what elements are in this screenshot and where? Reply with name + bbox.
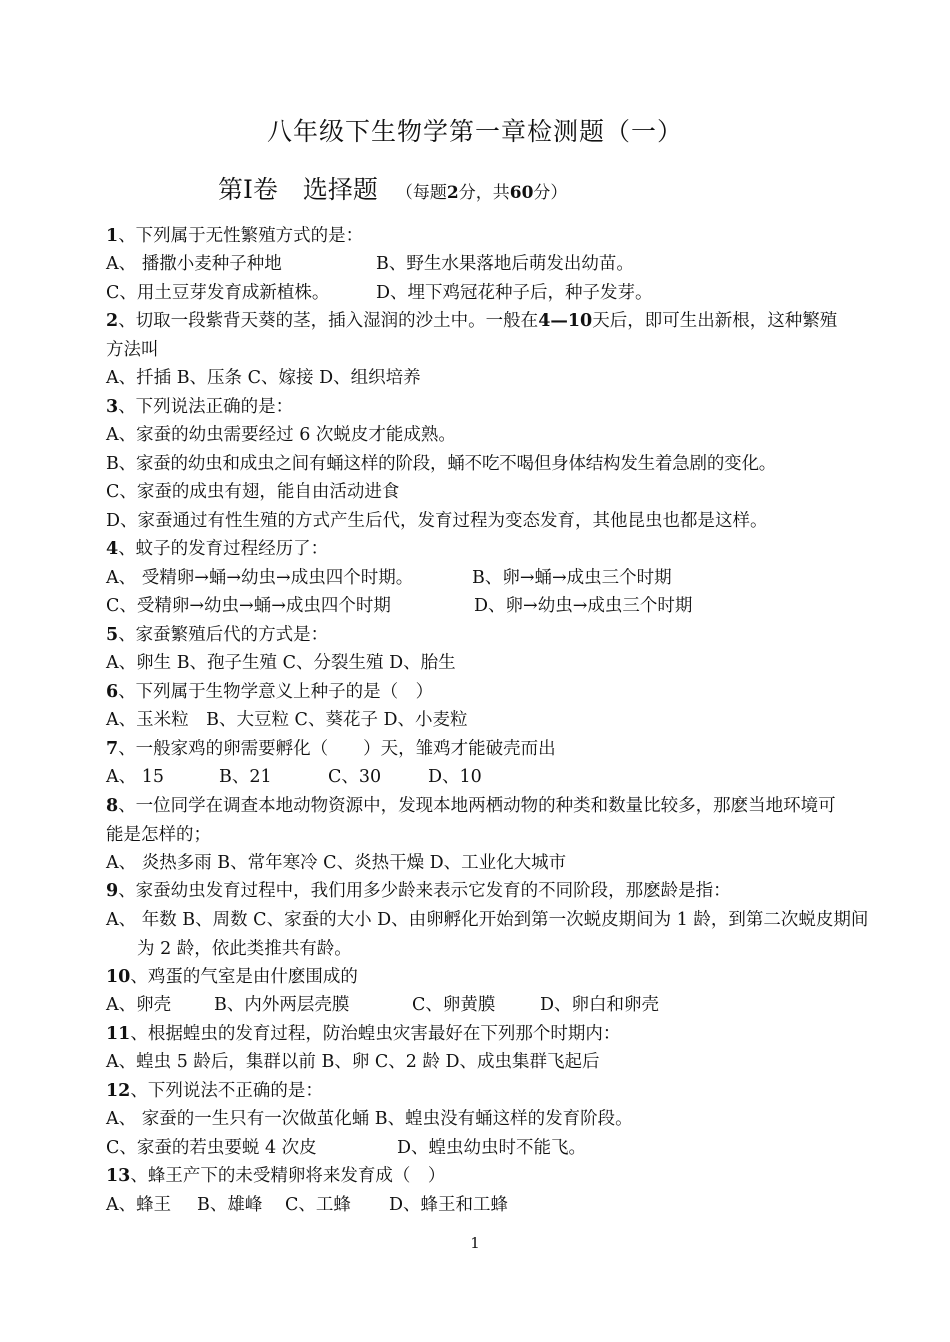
question-9-options: A、 年数 B、周数 C、家蚕的大小 D、由卵孵化开始到第一次蜕皮期间为 1 龄，到第二次蜕皮期间为 2 龄，依此类推共有龄。 <box>106 910 869 959</box>
question-4-options-ab: A、 受精卵→蛹→幼虫→成虫四个时期。 B、卵→蛹→成虫三个时期 <box>106 568 672 588</box>
page-number: 1 <box>470 1234 480 1252</box>
question-2-options: A、扦插 B、压条 C、嫁接 D、组织培养 <box>106 368 421 388</box>
section-heading <box>218 170 567 206</box>
question-3: 3、下列说法正确的是： <box>106 397 294 417</box>
section-note: （每题2分，共60分） <box>395 183 568 203</box>
question-6-options: A、玉米粒 B、大豆粒 C、葵花子 D、小麦粒 <box>106 710 468 730</box>
question-8-options: A、 炎热多雨 B、常年寒冷 C、炎热干燥 D、工业化大城市 <box>106 853 567 873</box>
question-10-options: A、卵壳 B、内外两层壳膜 C、卵黄膜 D、卵白和卵壳 <box>106 995 660 1015</box>
question-4-options-cd: C、受精卵→幼虫→蛹→成虫四个时期 D、卵→幼虫→成虫三个时期 <box>106 596 693 616</box>
question-13-options: A、蜂王 B、雄峰 C、工蜂 D、蜂王和工蜂 <box>106 1195 509 1215</box>
question-2: 2、切取一段紫背天葵的茎，插入湿润的沙土中。一般在4—10天后，即可生出新根，这种繁殖方法叫 <box>106 311 838 360</box>
question-1-options-ab: A、 播撒小麦种子种地 B、野生水果落地后萌发出幼苗。 <box>106 254 634 274</box>
question-8: 8、一位同学在调查本地动物资源中，发现本地两栖动物的种类和数量比较多，那麽当地环境可能是怎样的； <box>106 796 836 845</box>
question-5-options: A、卵生 B、孢子生殖 C、分裂生殖 D、胎生 <box>106 653 456 673</box>
question-3-option-a: A、家蚕的幼虫需要经过 6 次蜕皮才能成熟。 <box>106 425 456 445</box>
page-title: 八年级下生物学第一章检测题（一） <box>266 117 683 146</box>
question-1: 1、下列属于无性繁殖方式的是： <box>106 226 364 246</box>
question-4: 4、蚊子的发育过程经历了： <box>106 539 329 559</box>
question-5: 5、家蚕繁殖后代的方式是： <box>106 625 329 645</box>
question-13: 13、蜂王产下的未受精卵将来发育成（ ） <box>106 1166 446 1186</box>
question-7: 7、一般家鸡的卵需要孵化（ ）天，雏鸡才能破壳而出 <box>106 739 556 759</box>
question-11: 11、根据蝗虫的发育过程，防治蝗虫灾害最好在下列那个时期内： <box>106 1024 621 1044</box>
question-11-options: A、蝗虫 5 龄后，集群以前 B、卵 C、2 龄 D、成虫集群飞起后 <box>106 1052 600 1072</box>
question-10: 10、鸡蛋的气室是由什麽围成的 <box>106 967 358 987</box>
section-name: 第Ⅰ卷 选择题 <box>218 175 378 204</box>
question-1-options-cd: C、用土豆芽发育成新植株。 D、埋下鸡冠花种子后，种子发芽。 <box>106 283 653 303</box>
question-7-options: A、 15 B、21 C、30 D、10 <box>106 767 482 787</box>
question-12-options-cd: C、家蚕的若虫要蜕 4 次皮 D、蝗虫幼虫时不能飞。 <box>106 1138 587 1158</box>
question-12-options-ab: A、 家蚕的一生只有一次做茧化蛹 B、蝗虫没有蛹这样的发育阶段。 <box>106 1109 633 1129</box>
question-3-option-d: D、家蚕通过有性生殖的方式产生后代，发育过程为变态发育，其他昆虫也都是这样。 <box>106 511 768 531</box>
question-12: 12、下列说法不正确的是： <box>106 1081 323 1101</box>
question-3-option-c: C、家蚕的成虫有翅，能自由活动进食 <box>106 482 400 502</box>
question-3-option-b: B、家蚕的幼虫和成虫之间有蛹这样的阶段，蛹不吃不喝但身体结构发生着急剧的变化。 <box>106 454 777 474</box>
question-9: 9、家蚕幼虫发育过程中，我们用多少龄来表示它发育的不同阶段，那麽龄是指： <box>106 881 731 901</box>
question-6: 6、下列属于生物学意义上种子的是（ ） <box>106 682 434 702</box>
